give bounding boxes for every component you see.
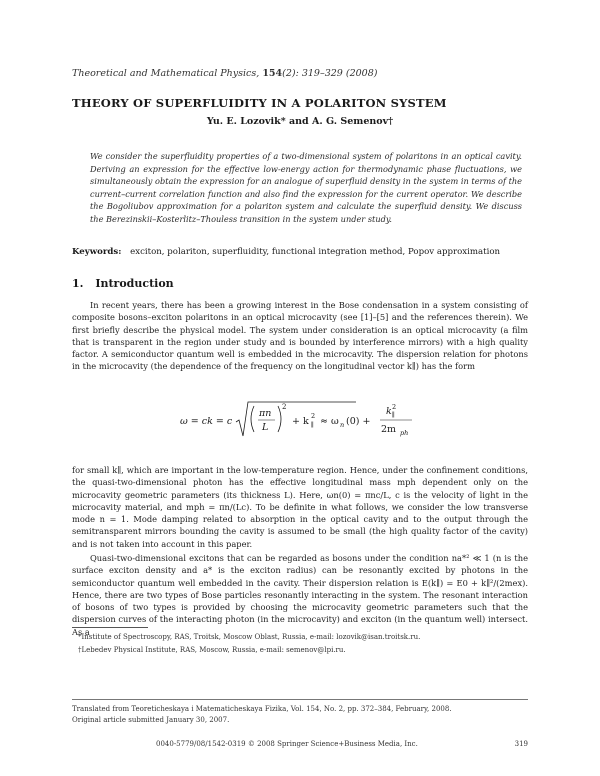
eq-rhs-den: 2m bbox=[381, 424, 397, 435]
eq-frac-num: πn bbox=[259, 408, 272, 419]
translation-note bbox=[72, 704, 528, 726]
paper-authors: Yu. E. Lozovik* and A. G. Semenov† bbox=[206, 116, 394, 127]
journal-issue-pages: (2): 319–329 (2008) bbox=[282, 68, 378, 79]
eq-approx: ≈ ω bbox=[320, 416, 339, 427]
page-number: 319 bbox=[514, 740, 528, 748]
journal-volume: 154 bbox=[262, 68, 283, 79]
dispersion-equation bbox=[180, 398, 420, 444]
translation-line-2: Original article submitted January 30, 2007. bbox=[72, 716, 230, 724]
eq-omega-sub: n bbox=[340, 421, 345, 429]
footnote-1: *Institute of Spectroscopy, RAS, Troitsk, Moscow Oblast, Russia, e-mail: lozovik@isan.troitsk.ru. bbox=[78, 633, 421, 641]
journal-name: Theoretical and Mathematical Physics, bbox=[72, 68, 260, 79]
footnote-rule bbox=[72, 627, 148, 628]
eq-k-sub: ∥ bbox=[311, 421, 315, 429]
paragraph-2: for small k∥, which are important in the low-temperature region. Hence, under the confinement conditions, the quasi-two-dimensional photon has the effective longitudinal mass mph dependent only on the microcavity geometric parameters (its thickness L). Here, ωn(0) = πnc/L, c is the velocity of light in the microcavity material, and mph = πn/(Lc). To be definite in what follows, we consider the low transverse mode n = 1. Mode damping related to absorption in the optical cavity and to the output through the semitransparent mirrors bounding the cavity is assumed to be small (the high quality factor of the cavity) and is not taken into account in this paper. bbox=[72, 465, 528, 549]
eq-exp: 2 bbox=[282, 403, 287, 411]
eq-rhs-num: k bbox=[386, 406, 392, 417]
journal-citation bbox=[72, 68, 377, 79]
footnote-2: †Lebedev Physical Institute, RAS, Moscow, Russia, e-mail: semenov@lpi.ru. bbox=[78, 646, 346, 654]
abstract: We consider the superfluidity properties of a two-dimensional system of polaritons in an optical cavity. Deriving an expression for the effective low-energy action for thermodynamic phase fluctuations, we simultaneously obtain the expression for an analogue of superfluid density in the system in terms of the current–current correlation function and also find the expression for the current operator. We describe the Bogoliubov approximation for a polariton system and calculate the superfluid density. We discuss the Berezinskii–Kosterlitz–Thouless transition in the system under study. bbox=[90, 151, 522, 224]
paper-title: THEORY OF SUPERFLUIDITY IN A POLARITON SYSTEM bbox=[72, 96, 447, 110]
eq-frac-den: L bbox=[262, 422, 269, 433]
eq-plus-k: + k bbox=[292, 416, 309, 427]
left-paren bbox=[251, 406, 254, 432]
keywords-text: exciton, polariton, superfluidity, functional integration method, Popov approximation bbox=[130, 247, 501, 257]
eq-rhs-num-sub: ∥ bbox=[392, 411, 396, 419]
eq-rhs-den-sub: ph bbox=[400, 429, 409, 437]
keywords-label: Keywords: bbox=[72, 247, 122, 257]
right-paren bbox=[278, 406, 281, 432]
footer-issn: 0040-5779/08/1542-0319 © 2008 Springer Science+Business Media, Inc. bbox=[156, 740, 418, 748]
eq-rhs-num-sup: 2 bbox=[392, 403, 397, 411]
eq-k-sup: 2 bbox=[311, 412, 316, 420]
paragraph-3: Quasi-two-dimensional excitons that can be regarded as bosons under the condition na*² ≪ 1 (n is the surface exciton density and a* is the exciton radius) can be resonantly excited by photons in the semiconductor quantum well embedded in the cavity. Their dispersion relation is E(k∥) = E0 + k∥²/(2mex). Hence, there are two types of Bose particles resonantly interacting in the system. The resonant interaction of bosons of two types is provided by choosing the microcavity geometric parameters such that the dispersion curves of the interacting photon (in the microcavity) and exciton (in the quantum well) intersect. As a bbox=[72, 553, 528, 637]
section-title: Introduction bbox=[95, 277, 174, 290]
eq-omega-arg: (0) + bbox=[346, 416, 371, 427]
eq-lhs: ω = ck = c bbox=[180, 416, 233, 427]
translation-line-1: Translated from Teoreticheskaya i Matematicheskaya Fizika, Vol. 154, No. 2, pp. 372–384, February, 2008. bbox=[72, 705, 452, 713]
section-number: 1. bbox=[72, 277, 84, 290]
translation-rule bbox=[72, 699, 528, 700]
keywords bbox=[72, 247, 532, 257]
paragraph-1: In recent years, there has been a growing interest in the Bose condensation in a system consisting of composite bosons–exciton polaritons in an optical microcavity (see [1]–[5] and the references therein). We first briefly describe the physical model. The system under consideration is an optical microcavity (a film that is transparent in the region under study and is bounded by interference mirrors) with a high quality factor. A semiconductor quantum well is embedded in the microcavity. The dispersion relation for photons in the microcavity (the dependence of the frequency on the longitudinal vector k∥) has the form bbox=[72, 300, 528, 372]
section-heading bbox=[72, 277, 174, 290]
